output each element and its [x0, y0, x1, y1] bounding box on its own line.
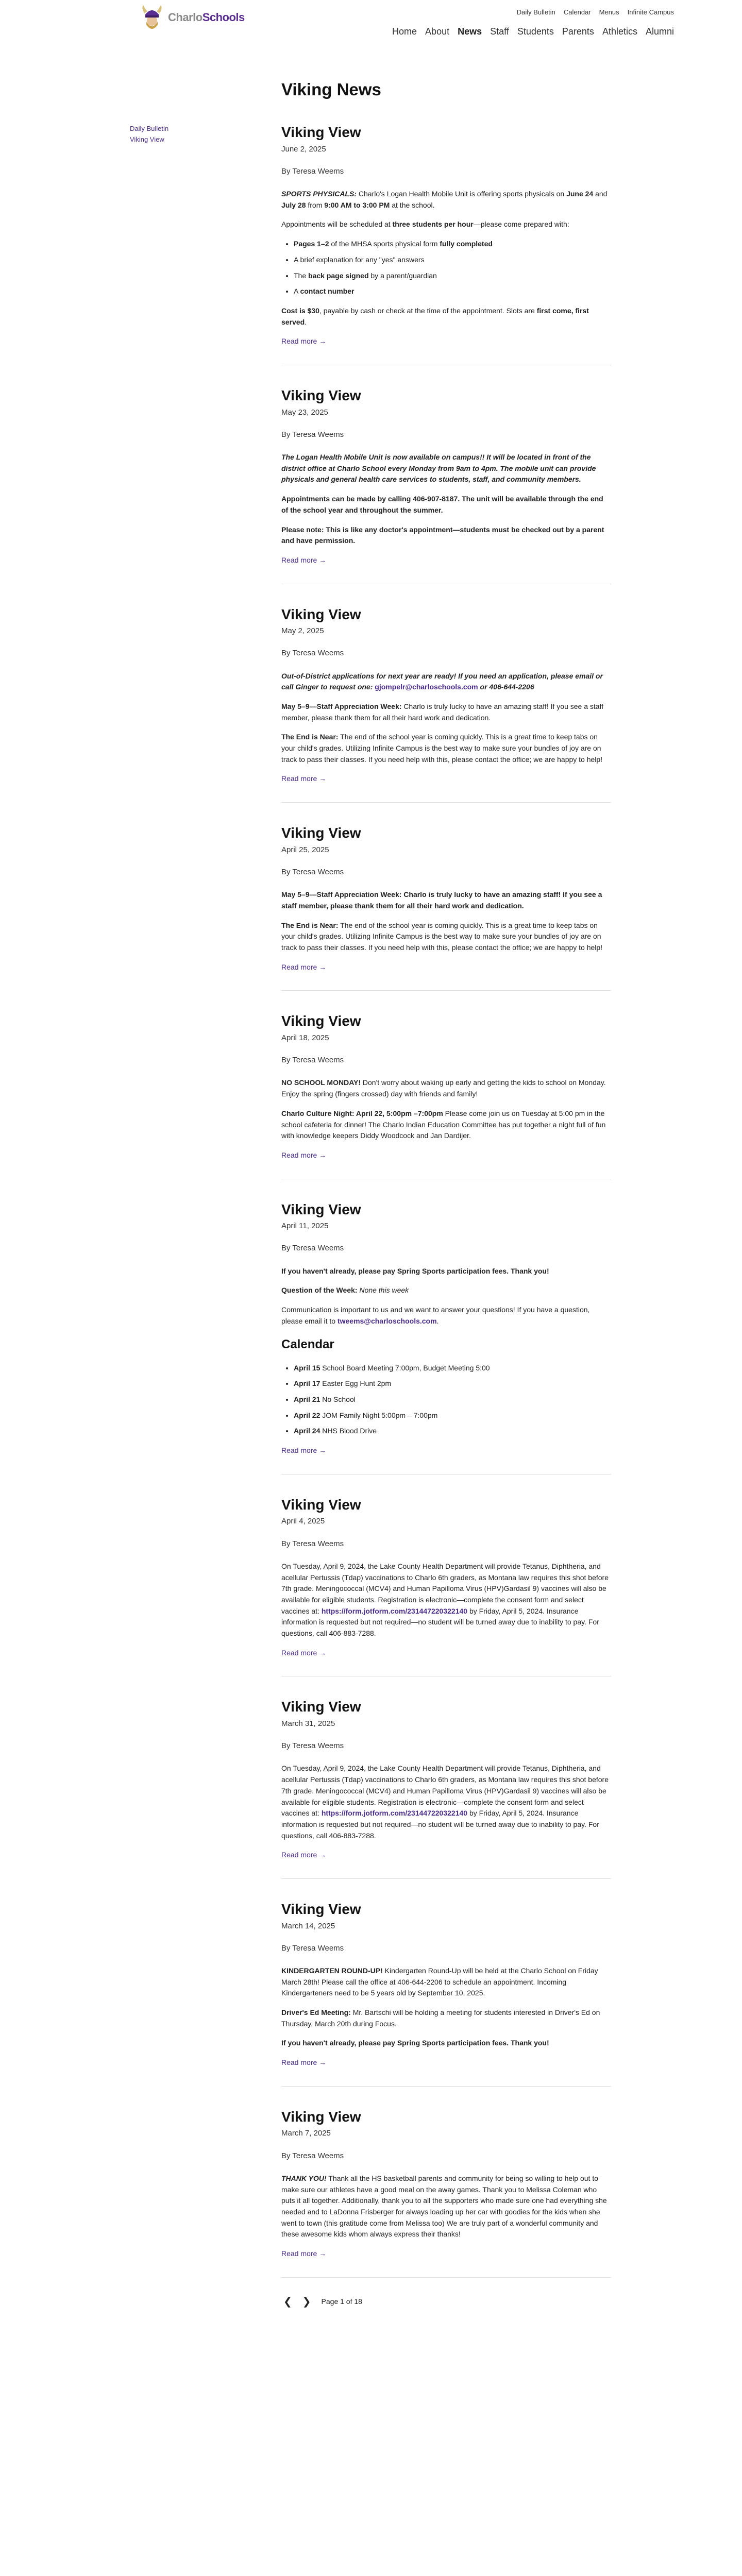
list-item: • A contact number — [294, 286, 611, 297]
post-author: By Teresa Weems — [281, 2151, 344, 2160]
post-paragraph: Please note: This is like any doctor's appointment—students must be checked out by a parent and have permission. — [281, 525, 604, 545]
list-item: • A brief explanation for any "yes" answers — [294, 255, 611, 266]
nav-alumni[interactable]: Alumni — [645, 26, 674, 37]
jotform-link[interactable]: https://form.jotform.com/231447220322140 — [321, 1809, 468, 1818]
post-title[interactable]: Viking View — [281, 1699, 361, 1715]
prev-page-icon[interactable]: ❮ — [283, 2296, 292, 2308]
viking-mascot-icon — [140, 4, 164, 31]
email-link[interactable]: tweems@charloschools.com — [337, 1316, 437, 1325]
calendar-item: • April 21 No School — [294, 1394, 611, 1405]
utility-nav — [517, 7, 674, 18]
post-paragraph: On Tuesday, April 9, 2024, the Lake County Health Department will provide Tetanus, Diphtheria, and acellular Pertussis (Tdap) vaccinations to Charlo 6th graders, as Montana law requires this shot before 7th grade. Meningococcal (MCV4) and Human Papilloma Virus (HPV)Gardasil 9) vaccines will also be available for eligible students. Registration is electronic—complete the consent form and select vaccines at: https://form.jotform.com/231447220322140 by Friday, April 5, 2024. Insurance information is requested but not required—no student will be turned away due to inability to pay. For questions, call 406-883-7288. — [281, 1562, 609, 1637]
list-item: • The back page signed by a parent/guardian — [294, 270, 611, 282]
nav-home[interactable]: Home — [392, 26, 417, 37]
calendar-item: • April 15 School Board Meeting 7:00pm, Budget Meeting 5:00 — [294, 1363, 611, 1374]
post-author: By Teresa Weems — [281, 1244, 344, 1253]
news-post — [281, 1698, 611, 1879]
read-more-link[interactable]: Read more → — [281, 2058, 327, 2067]
post-paragraph: Question of the Week: None this week — [281, 1286, 409, 1295]
post-date: April 4, 2025 — [281, 1517, 325, 1526]
post-paragraph: Communication is important to us and we want to answer your questions! If you have a question, please email it to tweems@charloschools.com. — [281, 1306, 590, 1325]
post-author: By Teresa Weems — [281, 430, 344, 439]
news-post — [281, 2108, 611, 2278]
post-author: By Teresa Weems — [281, 1741, 344, 1751]
calendar-heading: Calendar — [281, 1337, 334, 1352]
utility-link-daily-bulletin[interactable]: Daily Bulletin — [516, 8, 555, 16]
post-paragraph: If you haven't already, please pay Spring Sports participation fees. Thank you! — [281, 2039, 549, 2047]
post-date: March 31, 2025 — [281, 1719, 335, 1728]
calendar-item: • April 22 JOM Family Night 5:00pm – 7:00pm — [294, 1410, 611, 1421]
calendar-item: • April 17 Easter Egg Hunt 2pm — [294, 1378, 611, 1389]
news-post — [281, 1012, 611, 1179]
post-date: May 2, 2025 — [281, 626, 324, 636]
post-date: March 14, 2025 — [281, 1921, 335, 1930]
nav-students[interactable]: Students — [517, 26, 554, 37]
post-date: April 25, 2025 — [281, 845, 329, 854]
post-title[interactable]: Viking View — [281, 387, 361, 403]
post-date: April 18, 2025 — [281, 1033, 329, 1042]
utility-link-menus[interactable]: Menus — [599, 8, 619, 16]
news-post — [281, 1201, 611, 1475]
post-title[interactable]: Viking View — [281, 2108, 361, 2125]
post-author: By Teresa Weems — [281, 1056, 344, 1065]
post-paragraph: If you haven't already, please pay Spring Sports participation fees. Thank you! — [281, 1266, 549, 1275]
post-paragraph: May 5–9—Staff Appreciation Week: Charlo is truly lucky to have an amazing staff! If you see a staff member, please thank them for all their hard work and dedication. — [281, 702, 604, 722]
nav-news[interactable]: News — [458, 26, 482, 37]
read-more-link[interactable]: Read more → — [281, 1851, 327, 1859]
main-nav — [392, 25, 674, 39]
post-paragraph: SPORTS PHYSICALS: Charlo's Logan Health Mobile Unit is offering sports physicals on June 24 and July 28 from 9:00 AM to 3:00 PM at the school. — [281, 190, 608, 209]
email-link[interactable]: gjompelr@charloschools.com — [375, 683, 478, 691]
read-more-link[interactable]: Read more → — [281, 1446, 327, 1455]
post-paragraph: Out-of-District applications for next year are ready! If you need an application, please email or call Ginger to request one: gjompelr@charloschools.com or 406-644-2206 — [281, 671, 603, 691]
read-more-link[interactable]: Read more → — [281, 774, 327, 783]
calendar-item: • April 24 NHS Blood Drive — [294, 1426, 611, 1437]
post-paragraph: On Tuesday, April 9, 2024, the Lake County Health Department will provide Tetanus, Diphtheria, and acellular Pertussis (Tdap) vaccinations to Charlo 6th graders, as Montana law requires this shot before 7th grade. Meningococcal (MCV4) and Human Papilloma Virus (HPV)Gardasil 9) vaccines will also be available for eligible students. Registration is electronic—complete the consent form and select vaccines at: https://form.jotform.com/231447220322140 by Friday, April 5, 2024. Insurance information is requested but not required—no student will be turned away due to inability to pay. For questions, call 406-883-7288. — [281, 1764, 609, 1840]
post-paragraph: THANK YOU! Thank all the HS basketball parents and community for being so willing to help out to make sure our athletes have a good meal on the away games. Thank you to Melissa Coleman who puts it all together. Additionally, thank you to all the supporters who made sure one had everything she needed and to LaDonna Frisberger for always loading up her car with goodies for the kids when she went to town (this gratitude come from Melissa too) We are truly part of a wonderful community and these awesome kids whom always express their thanks! — [281, 2174, 607, 2239]
post-title[interactable]: Viking View — [281, 606, 361, 622]
post-title[interactable]: Viking View — [281, 1901, 361, 1917]
post-paragraph: The End is Near: The end of the school year is coming quickly. This is a great time to keep tabs on your child's grades. Utilizing Infinite Campus is the best way to make sure your bundles of joy are on track to pass their classes. If you need help with this, please contact the office; we are happy to help! — [281, 921, 603, 952]
post-paragraph: Appointments can be made by calling 406-907-8187. The unit will be available through the end of the school year and throughout the summer. — [281, 495, 603, 514]
post-author: By Teresa Weems — [281, 166, 344, 176]
page-indicator: Page 1 of 18 — [321, 2297, 362, 2306]
read-more-link[interactable]: Read more → — [281, 2249, 327, 2258]
jotform-link[interactable]: https://form.jotform.com/231447220322140 — [321, 1606, 468, 1615]
news-post — [281, 606, 611, 803]
utility-link-calendar[interactable]: Calendar — [563, 8, 591, 16]
post-author: By Teresa Weems — [281, 1943, 344, 1953]
logo-wordmark: CharloSchools — [168, 10, 245, 24]
post-paragraph: Cost is $30, payable by cash or check at the time of the appointment. Slots are first come, first served. — [281, 306, 589, 326]
post-title[interactable]: Viking View — [281, 1201, 361, 1217]
news-post — [281, 1496, 611, 1677]
news-post — [281, 387, 611, 584]
post-author: By Teresa Weems — [281, 868, 344, 876]
post-author: By Teresa Weems — [281, 649, 344, 658]
sidebar-item-daily-bulletin[interactable]: Daily Bulletin — [130, 125, 169, 132]
next-page-icon[interactable]: ❯ — [302, 2296, 311, 2308]
post-title[interactable]: Viking View — [281, 1496, 361, 1513]
post-date: April 11, 2025 — [281, 1222, 329, 1231]
utility-link-infinite-campus[interactable]: Infinite Campus — [627, 8, 674, 16]
post-author: By Teresa Weems — [281, 1539, 344, 1548]
post-list — [294, 239, 611, 297]
nav-parents[interactable]: Parents — [562, 26, 594, 37]
list-item: • Pages 1–2 of the MHSA sports physical form fully completed — [294, 239, 611, 250]
post-date: May 23, 2025 — [281, 408, 328, 417]
news-post — [281, 124, 611, 365]
site-header — [0, 0, 742, 57]
site-logo[interactable] — [140, 4, 245, 31]
post-date: March 7, 2025 — [281, 2129, 331, 2138]
post-paragraph: The Logan Health Mobile Unit is now available on campus!! It will be located in front of the district office at Charlo School every Monday from 9am to 4pm. The mobile unit can provide physicals and general health care services to students, staff, and community members. — [281, 453, 596, 484]
news-post — [281, 1901, 611, 2087]
post-title[interactable]: Viking View — [281, 825, 361, 841]
post-paragraph: Appointments will be scheduled at three students per hour—please come prepared with: — [281, 220, 569, 229]
pagination — [281, 2294, 611, 2310]
read-more-link[interactable]: Read more → — [281, 555, 327, 564]
nav-about[interactable]: About — [425, 26, 450, 37]
page-title: Viking News — [281, 80, 381, 99]
post-paragraph: May 5–9—Staff Appreciation Week: Charlo is truly lucky to have an amazing staff! If you see a staff member, please thank them for all their hard work and dedication. — [281, 890, 602, 910]
nav-staff[interactable]: Staff — [490, 26, 509, 37]
post-paragraph: The End is Near: The end of the school year is coming quickly. This is a great time to keep tabs on your child's grades. Utilizing Infinite Campus is the best way to make sure your bundles of joy are on track to pass their classes. If you need help with this, please contact the office; we are happy to help! — [281, 733, 603, 764]
news-post — [281, 824, 611, 991]
post-paragraph: KINDERGARTEN ROUND-UP! Kindergarten Round-Up will be held at the Charlo School on Friday March 28th! Please call the office at 406-644-2206 to schedule an appointment. Incoming Kindergarteners need to be 5 years old by September 10, 2025. — [281, 1967, 598, 1997]
read-more-link[interactable]: Read more → — [281, 962, 327, 971]
post-paragraph: Charlo Culture Night: April 22, 5:00pm –7:00pm Please come join us on Tuesday at 5:00 pm in the school cafeteria for dinner! The Charlo Indian Education Committee has put together a night full of fun with knowledge keepers Diddy Woodcock and Jan Dardijer. — [281, 1109, 606, 1140]
sidebar — [130, 124, 168, 145]
post-paragraph: NO SCHOOL MONDAY! Don't worry about waking up early and getting the kids to school on Monday. Enjoy the spring (fingers crossed) day with friends and family! — [281, 1078, 606, 1098]
post-paragraph: Driver's Ed Meeting: Mr. Bartschi will be holding a meeting for students interested in Driver's Ed on Thursday, March 20th during Focus. — [281, 2008, 600, 2028]
news-list — [281, 124, 611, 2310]
post-title[interactable]: Viking View — [281, 1013, 361, 1029]
post-date: June 2, 2025 — [281, 144, 326, 154]
nav-athletics[interactable]: Athletics — [602, 26, 637, 37]
read-more-link[interactable]: Read more → — [281, 1150, 327, 1159]
post-title[interactable]: Viking View — [281, 124, 361, 140]
sidebar-item-viking-view[interactable]: Viking View — [130, 135, 164, 143]
read-more-link[interactable]: Read more → — [281, 1648, 327, 1657]
calendar-list — [294, 1363, 611, 1437]
read-more-link[interactable]: Read more → — [281, 337, 327, 346]
